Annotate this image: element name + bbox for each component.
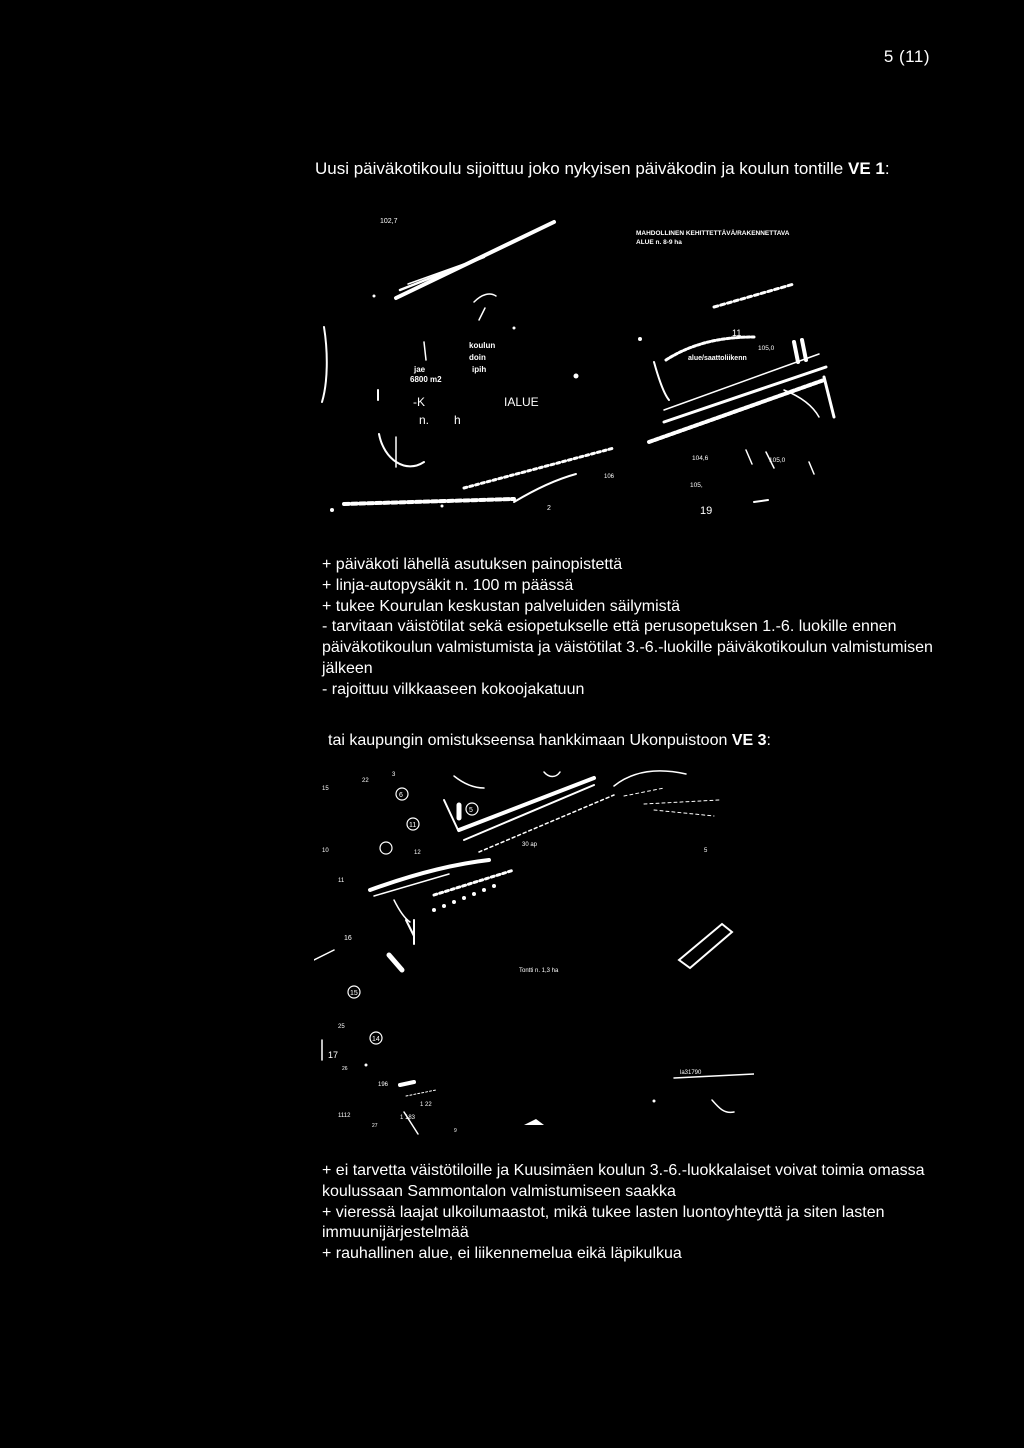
map-label-pih: ipih bbox=[472, 365, 487, 374]
option-3-label: VE 3 bbox=[731, 732, 767, 749]
page-number: 5 (11) bbox=[883, 47, 930, 66]
map-label-196: 196 bbox=[378, 1082, 389, 1088]
map-label-n: n. bbox=[419, 413, 430, 427]
map-label-circle-11: 11 bbox=[409, 822, 417, 829]
map-label-parcel: la31790 bbox=[680, 1070, 702, 1076]
map-label-elevation-5: 105, bbox=[690, 482, 703, 489]
list-item: + rauhallinen alue, ei liikennemelua eikä läpikulkua bbox=[322, 1245, 682, 1263]
map-label-circle-5: 5 bbox=[469, 807, 473, 814]
option-3-site-map bbox=[314, 760, 754, 1138]
list-item: + vieressä laajat ulkoilumaastot, mikä tukee lasten luontoyhteyttä ja siten lasten immuunijärjestelmää bbox=[322, 1203, 885, 1242]
map-label-area-size: ALUE n. 8-9 ha bbox=[636, 239, 682, 246]
map-label-ja: jae bbox=[414, 365, 426, 374]
map-label-5: 5 bbox=[704, 848, 708, 854]
map-label-10: 10 bbox=[322, 848, 329, 854]
map-label-26: 26 bbox=[342, 1066, 348, 1072]
map-label-16: 16 bbox=[344, 935, 352, 942]
map-label-circle-14: 14 bbox=[372, 1036, 380, 1043]
map-label-11: 11 bbox=[732, 328, 742, 338]
map-label-17: 17 bbox=[328, 1050, 339, 1060]
map-label-19: 19 bbox=[700, 505, 713, 517]
map-label-h: h bbox=[454, 413, 461, 427]
map-label-2: 2 bbox=[547, 505, 551, 512]
option-3-intro-suffix: : bbox=[766, 732, 771, 749]
option-1-label: VE 1 bbox=[847, 159, 885, 178]
map-label-plot-size: Tontti n. 1,3 ha bbox=[519, 968, 559, 974]
option-1-intro-text: Uusi päiväkotikoulu sijoittuu joko nykyisen päiväkodin ja koulun tontille bbox=[315, 159, 844, 178]
map-label-9: 9 bbox=[454, 1128, 457, 1134]
map-label-122: 1 22 bbox=[420, 1102, 432, 1108]
map-label-elevation-3: 104,6 bbox=[692, 455, 709, 462]
list-item: + ei tarvetta väistötiloille ja Kuusimäen koulun 3.-6.-luokkalaiset voivat toimia omassa koulussaan Sammontalon valmistumiseen saakka bbox=[322, 1162, 925, 1200]
list-item: + tukee Kourulan keskustan palveluiden säilymistä bbox=[322, 597, 680, 615]
option-1-points bbox=[322, 555, 982, 701]
map-label-elevation-2: 105,0 bbox=[758, 345, 775, 352]
map-label-koulun: koulun bbox=[469, 341, 496, 350]
map-label-25: 25 bbox=[338, 1024, 345, 1030]
map-label-area-title: MAHDOLLINEN KEHITTETTÄVÄ/RAKENNETTAVA bbox=[636, 230, 790, 237]
map-label-15-small: 15 bbox=[322, 786, 329, 792]
map-label-1112: 1112 bbox=[338, 1113, 351, 1119]
map-label-3: 3 bbox=[392, 772, 396, 778]
map-label-12: 12 bbox=[414, 850, 421, 856]
map-label-22: 22 bbox=[362, 778, 369, 784]
map-label-traffic: alue/saattoliikenn bbox=[688, 355, 747, 362]
map-label-27: 27 bbox=[372, 1123, 378, 1129]
map-label-parking: 30 ap bbox=[522, 842, 538, 848]
option-1-intro-suffix: : bbox=[884, 159, 890, 178]
map-label-elevation: 102,7 bbox=[380, 218, 398, 225]
map-label-area-m2: 6800 m2 bbox=[410, 375, 442, 384]
option-3-intro-text: tai kaupungin omistukseensa hankkimaan Ukonpuistoon bbox=[328, 732, 728, 749]
list-item: - rajoittuu vilkkaaseen kokoojakatuun bbox=[322, 680, 585, 698]
map-label-elevation-4: 105,0 bbox=[769, 457, 786, 464]
list-item: + päiväkoti lähellä asutuksen painopistettä bbox=[322, 556, 623, 573]
map-label-106: 106 bbox=[604, 474, 615, 480]
map-label-circle-15: 15 bbox=[350, 990, 358, 997]
option-3-intro bbox=[328, 730, 968, 752]
option-1-intro bbox=[315, 157, 955, 181]
list-item: - tarvitaan väistötilat sekä esiopetukselle että perusopetuksen 1.-6. luokille ennen päiväkotikoulun valmistumista ja väistötilat 3.-6.-luokille päiväkotikoulun valmistumisen jälkeen bbox=[322, 618, 933, 677]
list-item: + linja-autopysäkit n. 100 m päässä bbox=[322, 576, 574, 594]
option-1-site-map bbox=[314, 212, 844, 517]
map-label-alue: IALUE bbox=[504, 395, 539, 409]
map-label-circle-6: 6 bbox=[399, 792, 403, 799]
map-label-k: -K bbox=[413, 395, 425, 409]
option-3-points bbox=[322, 1161, 982, 1265]
map-label-doin: doin bbox=[469, 353, 486, 362]
map-label-1183: 1 183 bbox=[400, 1115, 416, 1121]
map-label-11: 11 bbox=[338, 878, 345, 884]
